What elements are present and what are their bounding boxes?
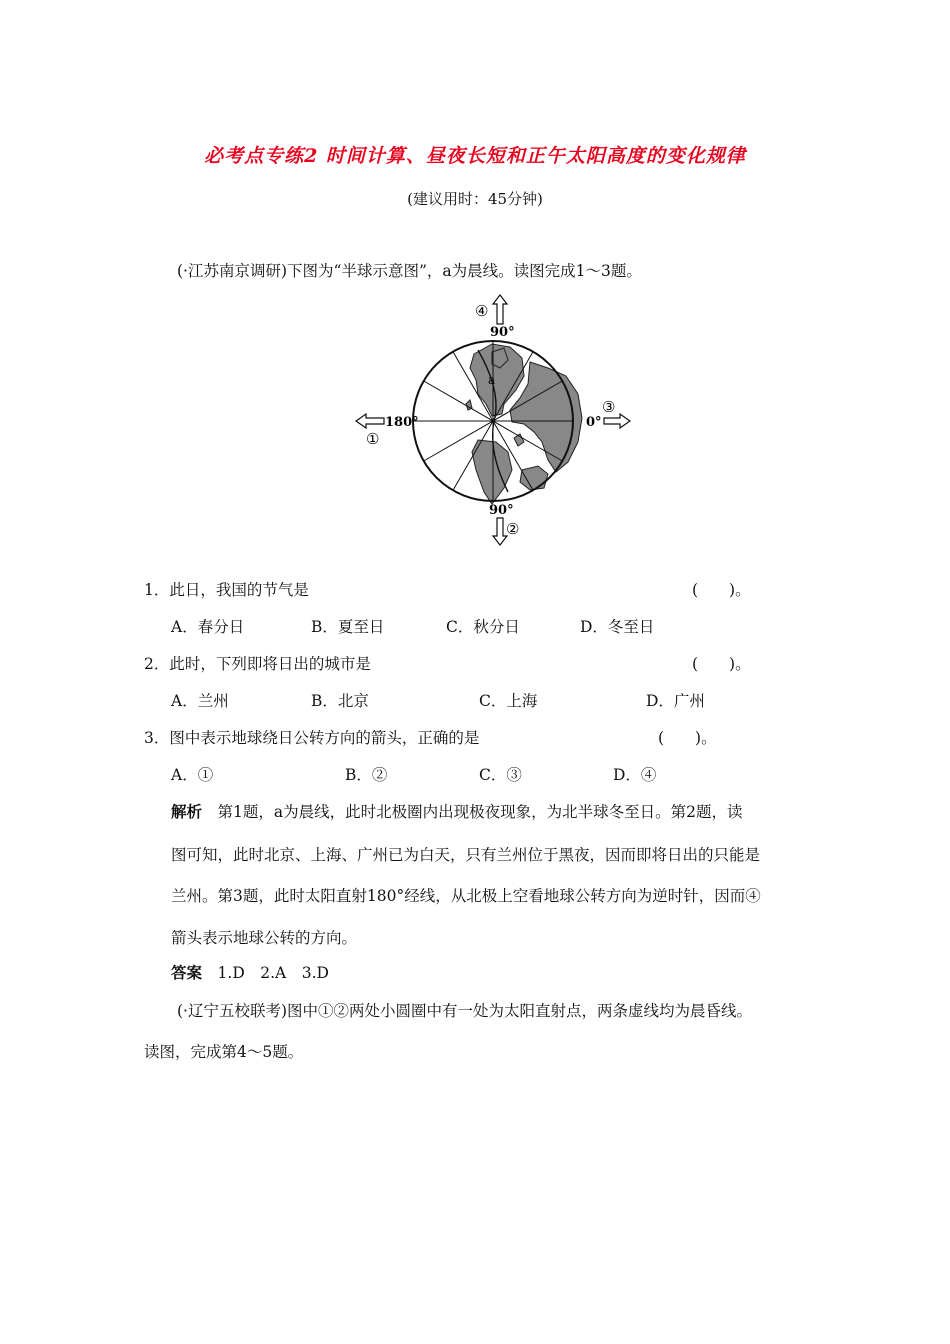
intro-2 [177,999,752,1021]
question-3-option-a: A．① [171,766,214,784]
question-3-option-c: C．③ [479,766,522,784]
arrow-3-right [604,414,630,428]
suggested-time: (建议用时：45分钟) [407,190,543,208]
question-2-option-a: A．兰州 [171,692,229,710]
analysis-line-2: 图可知，此时北京、上海、广州已为白天，只有兰州位于黑夜，因而即将日出的只能是 [171,846,761,864]
label-right-0: 0° [586,415,602,430]
analysis-line-3: 兰州。第3题，此时太阳直射180°经线，从北极上空看地球公转方向为逆时针，因而④ [171,887,761,905]
arrow-2-down [493,518,507,545]
arrow-1-left [356,414,384,428]
intro-2-line-2: 读图，完成第4～5题。 [144,1043,304,1061]
analysis-label: 解析 [171,802,203,821]
analysis-text-1: 第1题，a为晨线，此时北极圈内出现极夜现象，为北半球冬至日。第2题，读 [217,803,743,821]
question-2-option-c: C．上海 [479,692,538,710]
intro-1-text: 下图为“半球示意图”，a为晨线。读图完成1～3题。 [287,262,642,280]
label-left-180: 180° [385,415,419,430]
question-2-option-d: D．广州 [646,692,705,710]
intro-1 [177,259,642,281]
question-3-stem: 3．图中表示地球绕日公转方向的箭头，正确的是 [144,729,480,747]
answer-line [171,961,329,983]
label-bottom-90: 90° [489,503,514,518]
page-title: 必考点专练2 时间计算、昼夜长短和正午太阳高度的变化规律 [204,145,746,167]
answer-label: 答案 [171,963,203,982]
label-top-90: 90° [490,325,515,340]
analysis-line-1 [171,800,743,822]
analysis-line-4: 箭头表示地球公转的方向。 [171,929,358,947]
question-1-stem: 1．此日，我国的节气是 [144,581,309,599]
question-1-option-a: A．春分日 [171,618,245,636]
arrow-4-label: ④ [475,302,489,320]
intro-1-source: (·江苏南京调研) [177,262,288,280]
answer-text: 1.D 2.A 3.D [217,964,329,982]
intro-2-source: (·辽宁五校联考) [177,1002,288,1020]
marker-a: a [488,373,496,387]
question-2-stem: 2．此时，下列即将日出的城市是 [144,655,371,673]
question-2-option-b: B．北京 [311,692,369,710]
arrow-2-label: ② [506,520,520,538]
question-1-paren: ( )。 [692,581,751,599]
arrow-1-label: ① [366,430,380,448]
question-1-option-c: C．秋分日 [446,618,520,636]
arrow-4-up [493,295,507,324]
question-2-paren: ( )。 [692,655,751,673]
question-1-option-d: D．冬至日 [580,618,655,636]
hemisphere-figure [352,292,634,550]
intro-2-text: 图中①②两处小圆圈中有一处为太阳直射点，两条虚线均为晨昏线。 [287,1002,753,1020]
question-3-option-d: D．④ [613,766,657,784]
continent-south-america [472,440,512,504]
arrow-3-label: ③ [602,398,616,416]
question-3-paren: ( )。 [658,729,717,747]
question-1-option-b: B．夏至日 [311,618,385,636]
continent-australia [520,466,548,490]
question-3-option-b: B．② [345,766,388,784]
